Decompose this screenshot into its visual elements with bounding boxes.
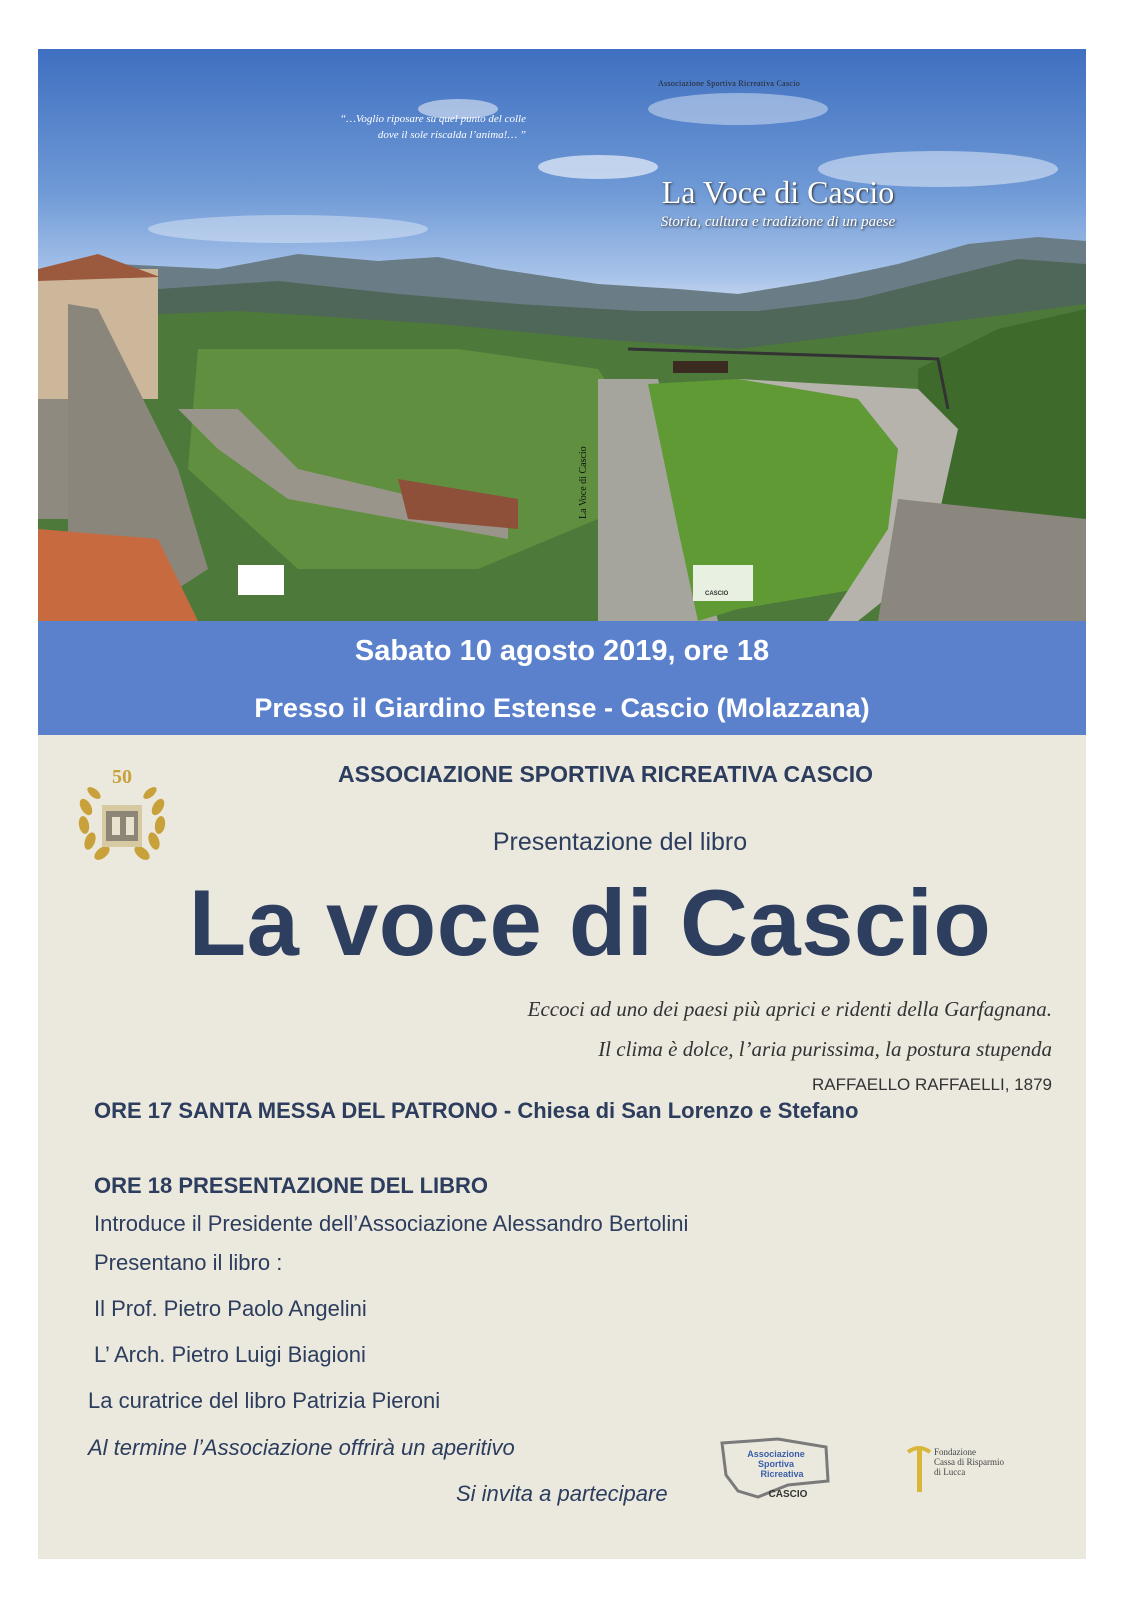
- program-presenter-1: Il Prof. Pietro Paolo Angelini: [94, 1296, 367, 1321]
- svg-text:CASCIO: CASCIO: [768, 1489, 808, 1500]
- association-logo-icon: [718, 1435, 838, 1505]
- fondazione-cross-icon: [904, 1442, 934, 1496]
- event-poster: [38, 49, 1086, 1559]
- event-location: Presso il Giardino Estense - Cascio (Molazzana): [254, 693, 870, 723]
- fondazione-line3: di Lucca: [934, 1467, 966, 1477]
- cover-subtitle: Storia, cultura e tradizione di un paese: [660, 214, 896, 230]
- quote-line1: Eccoci ad uno dei paesi più aprici e ridenti della Garfagnana.: [527, 997, 1052, 1021]
- event-date-time: Sabato 10 agosto 2019, ore 18: [354, 635, 770, 667]
- cover-quote-line1: “…Voglio riposare su quel punto del colle: [340, 113, 526, 125]
- fondazione-line1: Fondazione: [934, 1447, 976, 1457]
- cover-association-name: Associazione Sportiva Ricreativa Cascio: [658, 79, 801, 88]
- program-invite: Si invita a partecipare: [456, 1481, 668, 1506]
- cover-small-logo-label: CASCIO: [705, 591, 729, 597]
- cover-title: La Voce di Cascio: [661, 174, 895, 210]
- book-title: La voce di Cascio: [188, 870, 992, 975]
- association-heading: ASSOCIAZIONE SPORTIVA RICREATIVA CASCIO: [338, 761, 873, 787]
- program-presenter-2: L’ Arch. Pietro Luigi Biagioni: [94, 1342, 366, 1367]
- svg-text:Associazione: Associazione: [747, 1449, 805, 1459]
- event-details: [38, 735, 1086, 1559]
- fondazione-logo-text: [934, 1447, 1004, 1477]
- association-logo: [718, 1435, 838, 1510]
- program-item-mass: ORE 17 SANTA MESSA DEL PATRONO - Chiesa di San Lorenzo e Stefano: [94, 1098, 859, 1123]
- cover-quote-line2: dove il sole riscalda l’anima!… ”: [377, 129, 526, 141]
- program-curator: La curatrice del libro Patrizia Pieroni: [88, 1388, 441, 1413]
- program-intro: Introduce il Presidente dell’Associazione Alessandro Bertolini: [94, 1211, 689, 1236]
- svg-text:Sportiva: Sportiva: [757, 1459, 795, 1469]
- svg-text:Ricreativa: Ricreativa: [760, 1469, 804, 1479]
- quote-author: RAFFAELLO RAFFAELLI, 1879: [811, 1075, 1052, 1094]
- landscape-illustration: [38, 49, 1086, 621]
- program-aperitivo: Al termine l’Associazione offrirà un aperitivo: [88, 1435, 515, 1460]
- fondazione-line2: Cassa di Risparmio: [934, 1457, 1004, 1467]
- program-presenters-label: Presentano il libro :: [94, 1250, 283, 1275]
- cover-quote: [276, 111, 526, 143]
- book-cover-photo: [38, 49, 1086, 621]
- seal-number: 50: [112, 766, 132, 788]
- program-item-presentation: ORE 18 PRESENTAZIONE DEL LIBRO: [94, 1173, 489, 1198]
- quote-line2: Il clima è dolce, l’aria purissima, la postura stupenda: [598, 1037, 1052, 1061]
- presentation-label: Presentazione del libro: [492, 828, 748, 856]
- cover-spine-text: La Voce di Cascio: [578, 446, 589, 519]
- event-info-band: [38, 621, 1086, 735]
